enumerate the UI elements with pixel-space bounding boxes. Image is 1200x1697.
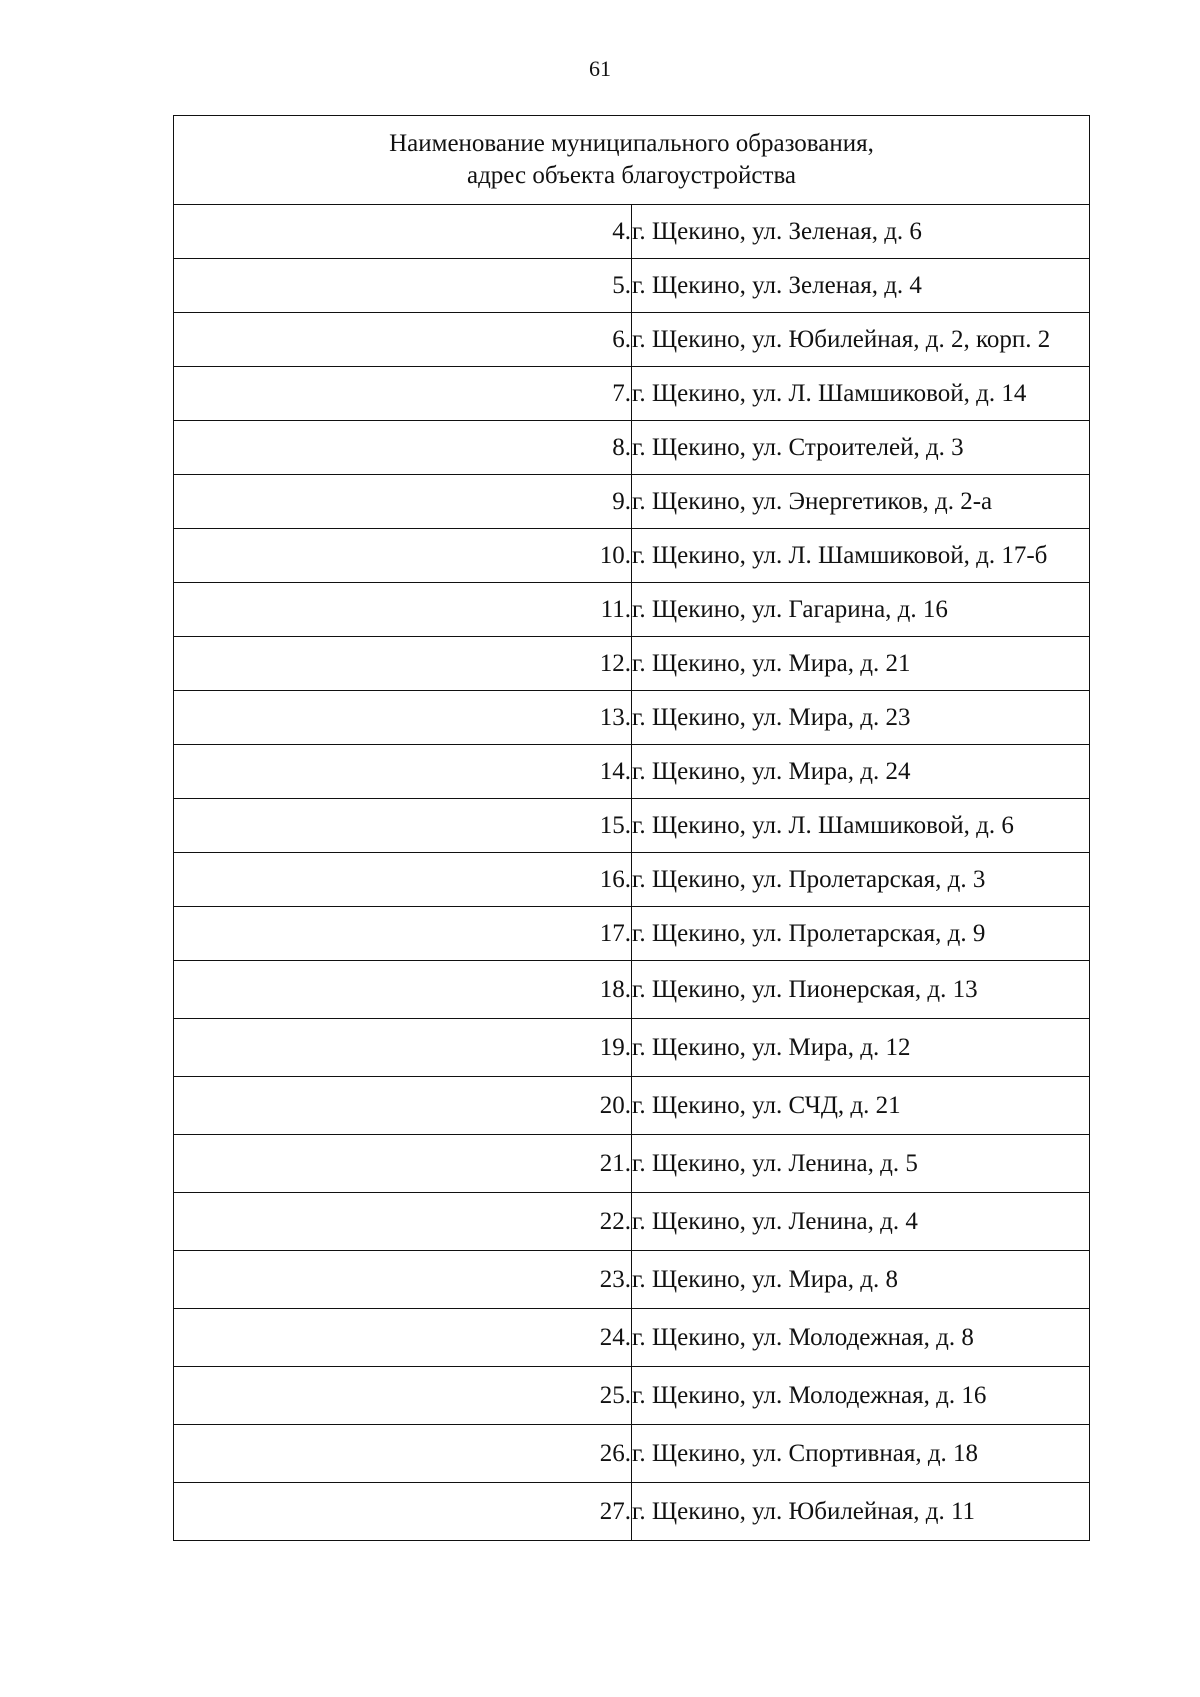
row-number: 20.	[174, 1077, 632, 1135]
table-row	[174, 205, 1090, 259]
table-row	[174, 1193, 1090, 1251]
row-address: г. Щекино, ул. Ленина, д. 5	[632, 1135, 1090, 1193]
table-row	[174, 475, 1090, 529]
table-row	[174, 367, 1090, 421]
row-number: 27.	[174, 1483, 632, 1541]
table-row	[174, 259, 1090, 313]
row-address: г. Щекино, ул. Мира, д. 8	[632, 1251, 1090, 1309]
row-address: г. Щекино, ул. Мира, д. 24	[632, 745, 1090, 799]
table-row	[174, 583, 1090, 637]
row-number: 15.	[174, 799, 632, 853]
row-number: 19.	[174, 1019, 632, 1077]
table-header-cell	[174, 116, 1090, 205]
page-number: 61	[589, 56, 611, 81]
row-address: г. Щекино, ул. СЧД, д. 21	[632, 1077, 1090, 1135]
row-number: 26.	[174, 1425, 632, 1483]
table-row	[174, 1425, 1090, 1483]
row-number: 13.	[174, 691, 632, 745]
row-address: г. Щекино, ул. Мира, д. 21	[632, 637, 1090, 691]
row-address: г. Щекино, ул. Л. Шамшиковой, д. 17-б	[632, 529, 1090, 583]
table-row	[174, 691, 1090, 745]
table-row	[174, 961, 1090, 1019]
row-number: 16.	[174, 853, 632, 907]
header-line-2: адрес объекта благоустройства	[466, 162, 797, 189]
table-header-row	[174, 116, 1090, 205]
row-address: г. Щекино, ул. Мира, д. 23	[632, 691, 1090, 745]
row-address: г. Щекино, ул. Зеленая, д. 4	[632, 259, 1090, 313]
row-address: г. Щекино, ул. Юбилейная, д. 2, корп. 2	[632, 313, 1090, 367]
table-row	[174, 529, 1090, 583]
table-row	[174, 1077, 1090, 1135]
row-number: 18.	[174, 961, 632, 1019]
table-row	[174, 1251, 1090, 1309]
row-address: г. Щекино, ул. Мира, д. 12	[632, 1019, 1090, 1077]
row-number: 4.	[174, 205, 632, 259]
table-row	[174, 637, 1090, 691]
row-address: г. Щекино, ул. Зеленая, д. 6	[632, 205, 1090, 259]
row-address: г. Щекино, ул. Пролетарская, д. 3	[632, 853, 1090, 907]
row-address: г. Щекино, ул. Строителей, д. 3	[632, 421, 1090, 475]
table-row	[174, 1483, 1090, 1541]
row-number: 8.	[174, 421, 632, 475]
table-row	[174, 313, 1090, 367]
table-row	[174, 799, 1090, 853]
row-number: 24.	[174, 1309, 632, 1367]
header-line-1: Наименование муниципального образования,	[389, 130, 874, 157]
row-number: 5.	[174, 259, 632, 313]
row-address: г. Щекино, ул. Гагарина, д. 16	[632, 583, 1090, 637]
table-row	[174, 421, 1090, 475]
row-address: г. Щекино, ул. Пионерская, д. 13	[632, 961, 1090, 1019]
row-address: г. Щекино, ул. Энергетиков, д. 2-а	[632, 475, 1090, 529]
row-number: 22.	[174, 1193, 632, 1251]
row-number: 11.	[174, 583, 632, 637]
row-address: г. Щекино, ул. Пролетарская, д. 9	[632, 907, 1090, 961]
row-number: 12.	[174, 637, 632, 691]
row-address: г. Щекино, ул. Л. Шамшиковой, д. 6	[632, 799, 1090, 853]
row-number: 10.	[174, 529, 632, 583]
row-address: г. Щекино, ул. Ленина, д. 4	[632, 1193, 1090, 1251]
row-number: 25.	[174, 1367, 632, 1425]
row-address: г. Щекино, ул. Юбилейная, д. 11	[632, 1483, 1090, 1541]
row-number: 17.	[174, 907, 632, 961]
table-row	[174, 907, 1090, 961]
row-address: г. Щекино, ул. Л. Шамшиковой, д. 14	[632, 367, 1090, 421]
table-row	[174, 1309, 1090, 1367]
table-body	[174, 205, 1090, 1541]
row-address: г. Щекино, ул. Молодежная, д. 16	[632, 1367, 1090, 1425]
table-row	[174, 1019, 1090, 1077]
row-number: 14.	[174, 745, 632, 799]
row-address: г. Щекино, ул. Молодежная, д. 8	[632, 1309, 1090, 1367]
table-row	[174, 853, 1090, 907]
row-number: 7.	[174, 367, 632, 421]
row-address: г. Щекино, ул. Спортивная, д. 18	[632, 1425, 1090, 1483]
table-row	[174, 1367, 1090, 1425]
row-number: 21.	[174, 1135, 632, 1193]
row-number: 9.	[174, 475, 632, 529]
table-row	[174, 1135, 1090, 1193]
row-number: 6.	[174, 313, 632, 367]
address-table	[173, 115, 1090, 1541]
table-row	[174, 745, 1090, 799]
row-number: 23.	[174, 1251, 632, 1309]
